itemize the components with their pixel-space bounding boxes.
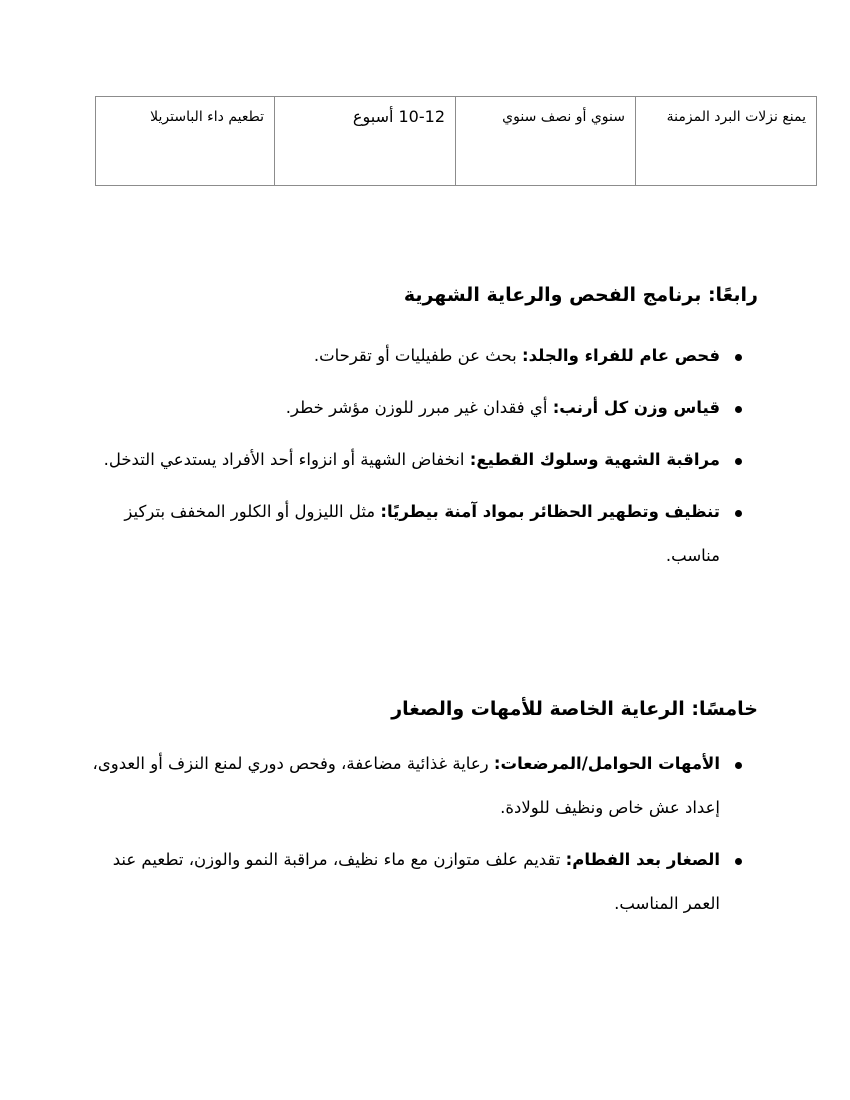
section-heading-mothers-young-care: خامسًا: الرعاية الخاصة للأمهات والصغار xyxy=(391,698,758,720)
vaccination-table xyxy=(95,96,817,186)
list-item-term: تنظيف وتطهير الحظائر بمواد آمنة بيطريًا: xyxy=(380,502,720,521)
list-item xyxy=(92,838,758,926)
list-item-term: قياس وزن كل أرنب: xyxy=(552,398,720,417)
section-heading-monthly-care: رابعًا: برنامج الفحص والرعاية الشهرية xyxy=(403,284,758,306)
list-item xyxy=(92,334,758,378)
list-item xyxy=(92,490,758,578)
list-item xyxy=(92,742,758,830)
list-item-text: مثل الليزول أو الكلور المخفف بتركيز مناسب. xyxy=(124,502,720,565)
list-item-term: فحص عام للفراء والجلد: xyxy=(521,346,720,365)
list-item-text: رعاية غذائية مضاعفة، وفحص دوري لمنع النزف أو العدوى، إعداد عش خاص ونظيف للولادة. xyxy=(92,754,720,817)
list-item-term: الصغار بعد الفطام: xyxy=(565,850,720,869)
list-item-text: بحث عن طفيليات أو تقرحات. xyxy=(313,346,522,365)
mothers-young-care-list xyxy=(92,742,758,934)
table-cell-age: 10-12 أسبوع xyxy=(275,97,456,186)
monthly-care-list xyxy=(92,334,758,586)
table-cell-vaccine: تطعيم داء الباستريلا xyxy=(96,97,275,186)
table-cell-frequency: سنوي أو نصف سنوي xyxy=(456,97,636,186)
list-item xyxy=(92,438,758,482)
list-item-text: انخفاض الشهية أو انزواء أحد الأفراد يستدعي التدخل. xyxy=(103,450,470,469)
list-item-text: أي فقدان غير مبرر للوزن مؤشر خطر. xyxy=(285,398,553,417)
list-item-term: مراقبة الشهية وسلوك القطيع: xyxy=(469,450,720,469)
table-row xyxy=(96,97,817,186)
list-item-term: الأمهات الحوامل/المرضعات: xyxy=(493,754,720,773)
table-cell-purpose: يمنع نزلات البرد المزمنة xyxy=(636,97,817,186)
list-item-text: تقديم علف متوازن مع ماء نظيف، مراقبة النمو والوزن، تطعيم عند العمر المناسب. xyxy=(112,850,720,913)
list-item xyxy=(92,386,758,430)
